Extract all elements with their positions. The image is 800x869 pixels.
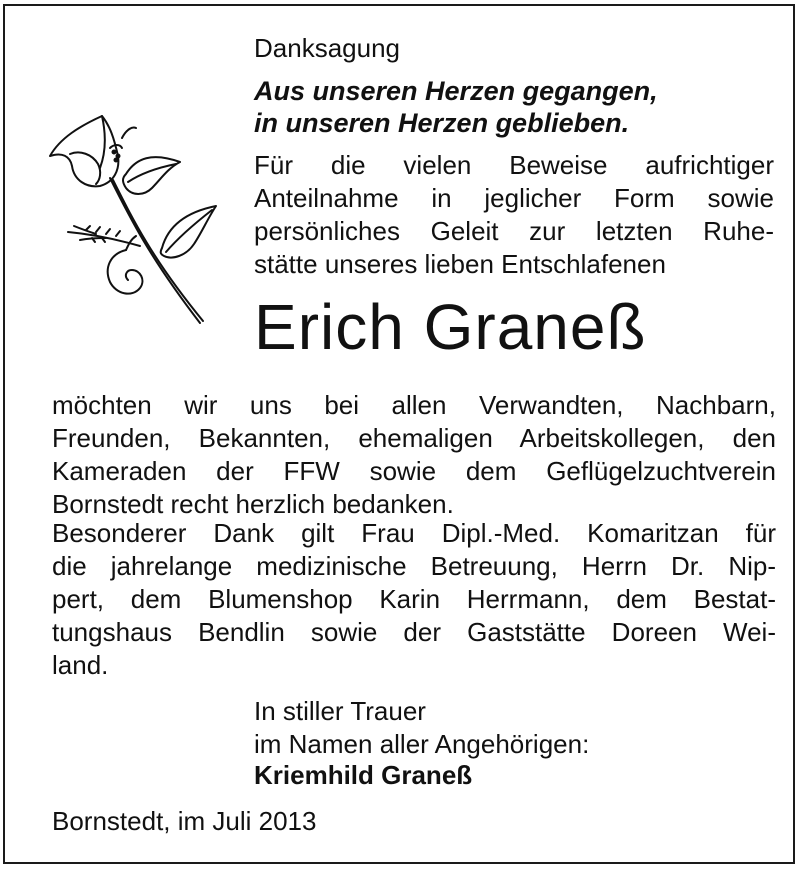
thanks-paragraph — [52, 389, 776, 521]
intro-line: Anteilnahme in jeglicher Form sowie — [254, 183, 774, 213]
closing-line: im Namen aller Angehörigen: — [254, 729, 590, 759]
closing-line: In stiller Trauer — [254, 696, 426, 726]
closing — [254, 695, 589, 761]
deceased-name: Erich Graneß — [254, 291, 647, 363]
special-thanks-line: pert, dem Blumenshop Karin Herrmann, dem Bestat- — [52, 584, 776, 614]
special-thanks-line: land. — [52, 650, 109, 680]
special-thanks-line: tungshaus Bendlin sowie der Gaststätte Doreen Wei- — [52, 617, 776, 647]
heading-label: Danksagung — [254, 33, 400, 63]
signer-name: Kriemhild Graneß — [254, 760, 473, 790]
calla-lily-icon — [40, 108, 220, 328]
special-thanks-line: die jahrelange medizinische Betreuung, Herrn Dr. Nip- — [52, 551, 776, 581]
thanks-line: Kameraden der FFW sowie dem Geflügelzuchtverein — [52, 456, 776, 486]
special-thanks-line: Besonderer Dank gilt Frau Dipl.-Med. Komaritzan für — [52, 518, 776, 548]
special-thanks-paragraph — [52, 517, 776, 682]
motto-line: Aus unseren Herzen gegangen, — [254, 76, 658, 106]
motto — [254, 75, 658, 139]
intro-paragraph — [254, 149, 774, 281]
motto-line: in unseren Herzen geblieben. — [254, 108, 630, 138]
thanks-line: möchten wir uns bei allen Verwandten, Nachbarn, — [52, 390, 776, 420]
intro-line: persönliches Geleit zur letzten Ruhe- — [254, 216, 774, 246]
place-date: Bornstedt, im Juli 2013 — [52, 806, 317, 836]
thanks-line: Freunden, Bekannten, ehemaligen Arbeitskollegen, den — [52, 423, 776, 453]
thanks-line: Bornstedt recht herzlich bedanken. — [52, 489, 454, 519]
intro-line: Für die vielen Beweise aufrichtiger — [254, 150, 774, 180]
intro-line: stätte unseres lieben Entschlafenen — [254, 249, 666, 279]
